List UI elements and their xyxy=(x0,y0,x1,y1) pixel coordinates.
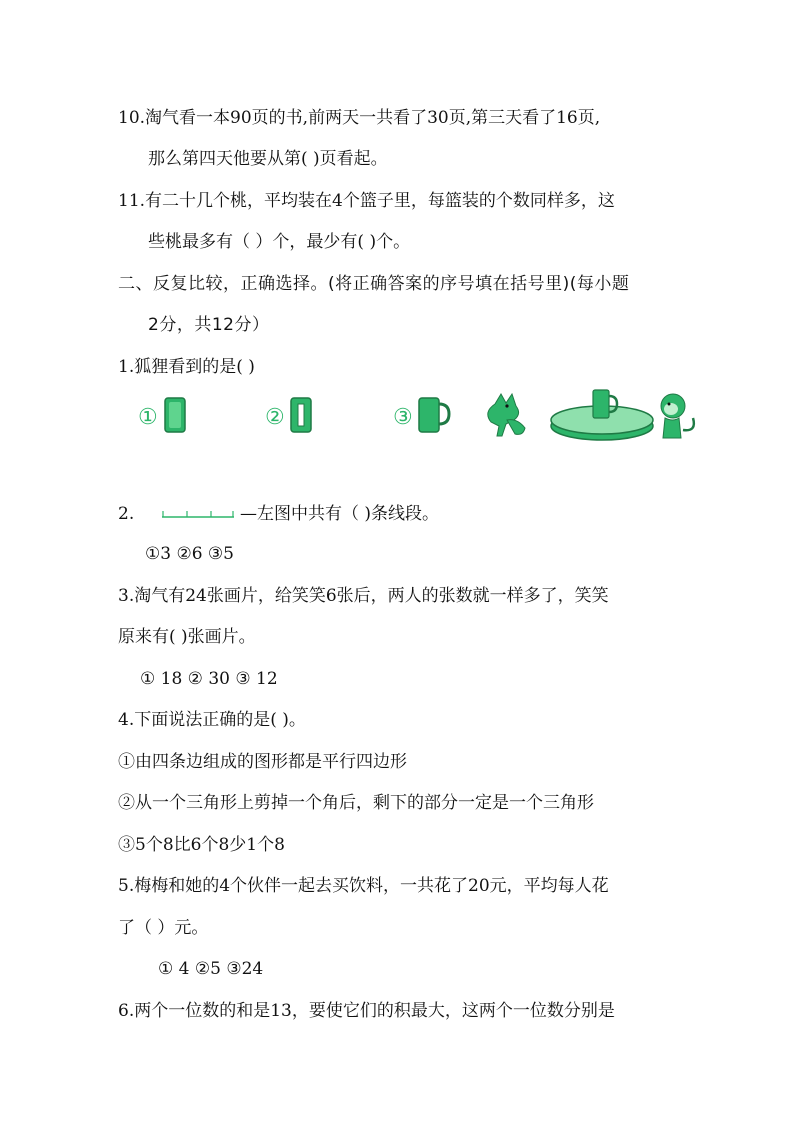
q1-figure xyxy=(135,382,700,446)
q4-text: 4.下面说法正确的是( )。 xyxy=(118,710,306,730)
q3-options: ① 18 ② 30 ③ 12 xyxy=(140,669,278,689)
q5-line2: 了（ ）元。 xyxy=(118,918,209,938)
q10-line2: 那么第四天他要从第( )页看起。 xyxy=(148,149,388,169)
cup-side-icon xyxy=(419,398,449,432)
q3-line2: 原来有( )张画片。 xyxy=(118,627,256,647)
q4-option-1: ①由四条边组成的图形都是平行四边形 xyxy=(118,752,407,772)
q2-text: —左图中共有（ )条线段。 xyxy=(240,504,440,524)
option-1-label: ① xyxy=(138,405,158,430)
segment-figure xyxy=(160,506,236,520)
q5-options: ① 4 ②5 ③24 xyxy=(158,959,264,979)
option-2-label: ② xyxy=(265,405,285,430)
monkey-icon xyxy=(661,394,694,438)
cup-handle-center-icon xyxy=(291,398,311,432)
fox-icon xyxy=(488,394,525,436)
q1-text: 1.狐狸看到的是( ) xyxy=(118,357,255,377)
option-3-label: ③ xyxy=(393,405,413,430)
section2-points: 2分，共12分） xyxy=(148,315,270,335)
q4-option-2: ②从一个三角形上剪掉一个角后，剩下的部分一定是一个三角形 xyxy=(118,793,594,813)
q11-line1: 11.有二十几个桃，平均装在4个篮子里，每篮装的个数同样多，这 xyxy=(118,191,615,211)
q6-text: 6.两个一位数的和是13，要使它们的积最大，这两个一位数分别是 xyxy=(118,1001,615,1021)
section2-title: 二、反复比较，正确选择。(将正确答案的序号填在括号里)(每小题 xyxy=(118,274,630,294)
q2-number: 2. xyxy=(118,504,135,524)
q5-line1: 5.梅梅和她的4个伙伴一起去买饮料，一共花了20元，平均每人花 xyxy=(118,876,609,896)
q11-line2: 些桃最多有（ ）个，最少有( )个。 xyxy=(148,232,411,252)
q3-line1: 3.淘气有24张画片，给笑笑6张后，两人的张数就一样多了，笑笑 xyxy=(118,586,609,606)
q4-option-3: ③5个8比6个8少1个8 xyxy=(118,835,285,855)
cup-front-icon xyxy=(165,398,185,432)
q10-line1: 10.淘气看一本90页的书,前两天一共看了30页,第三天看了16页, xyxy=(118,108,601,128)
q2-options: ①3 ②6 ③5 xyxy=(145,544,234,564)
